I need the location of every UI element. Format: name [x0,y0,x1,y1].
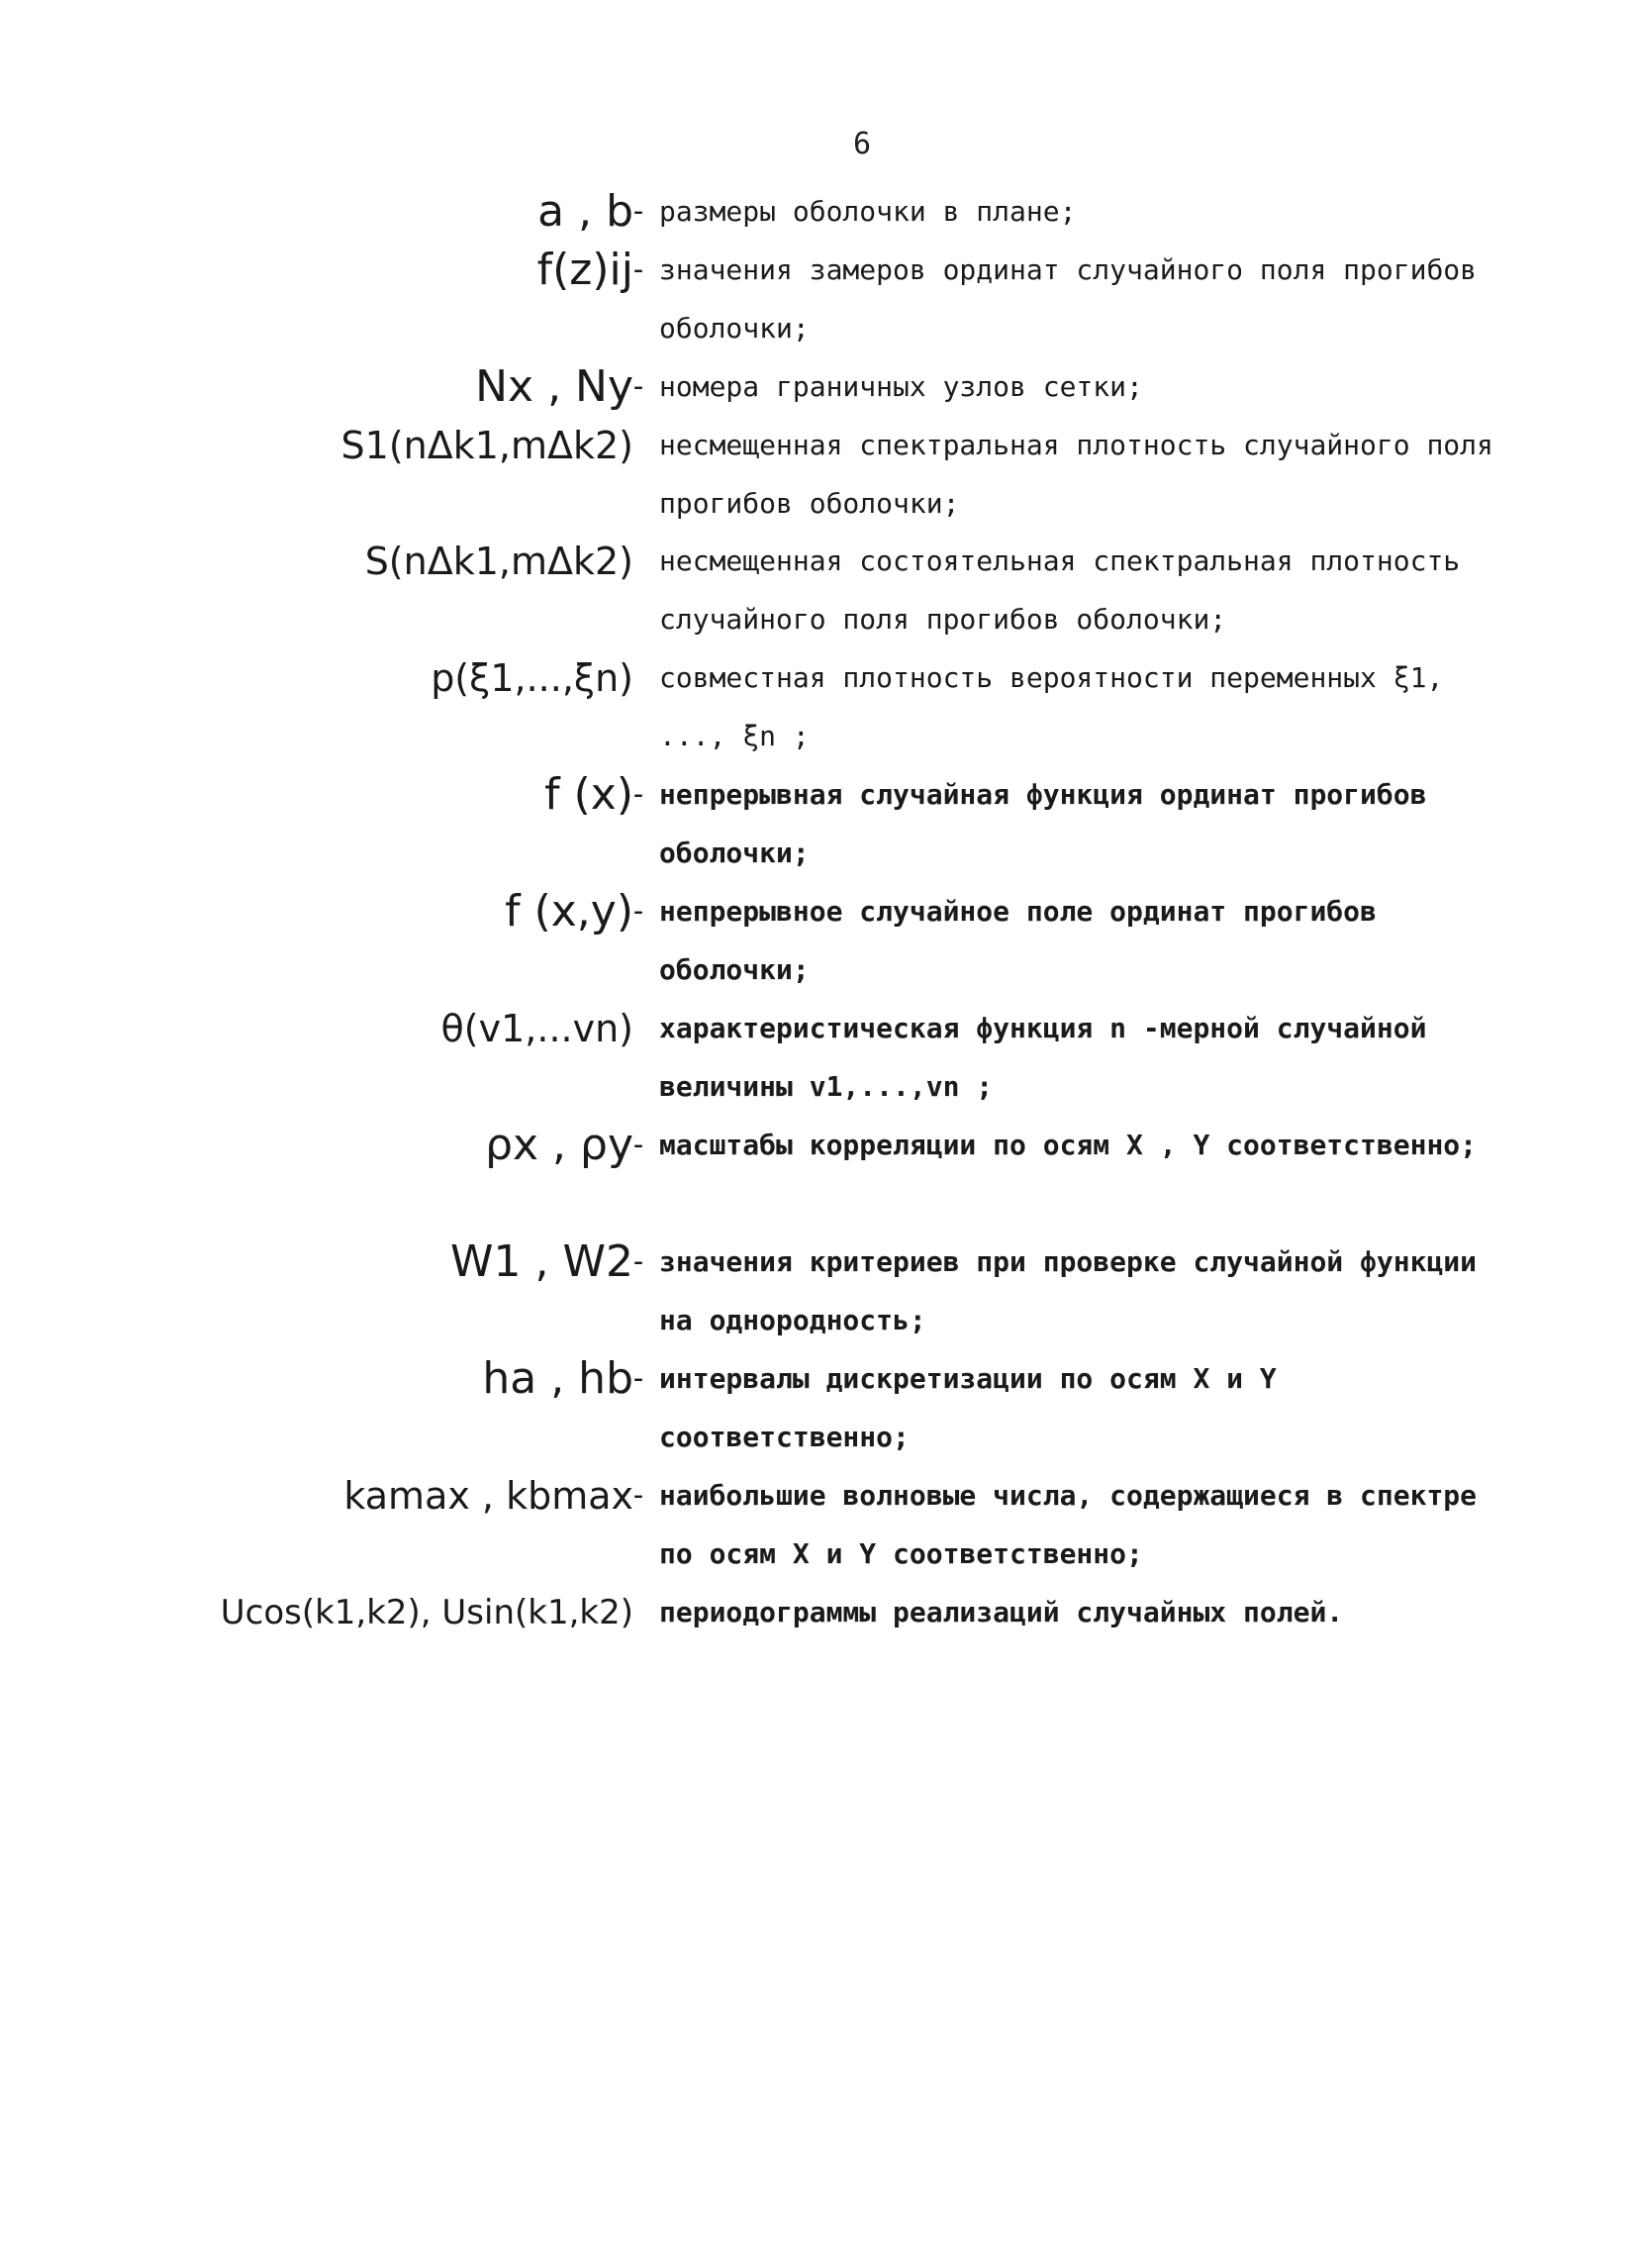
dash: - [629,1361,648,1396]
symbol-nx-ny: Nx , Ny [475,361,633,412]
dash: - [629,369,648,404]
dash: - [629,894,648,929]
symbol-fxy: f (x,y) [505,886,633,937]
symbol-h: ha , hb [482,1353,633,1404]
symbol-rho: ρx , ρy [485,1120,633,1170]
symbol-w: W1 , W2 [450,1236,633,1287]
definition-text: масштабы корреляции по осям X , Y соответственно; [659,1129,1478,1161]
definition-text: интервалы дискретизации по осям X и Y соответственно; [659,1362,1277,1453]
dash: - [629,1478,648,1513]
symbol-s: S(nΔk1,mΔk2) [364,540,633,583]
symbol-u: Ucos(k1,k2), Usin(k1,k2) [220,1593,633,1632]
symbol-p: p(ξ1,...,ξn) [431,656,633,700]
dash: - [629,194,648,229]
definition-text: непрерывное случайное поле ординат прогибов оболочки; [659,895,1377,986]
definition-text: номера граничных узлов сетки; [659,370,1143,403]
definition-text: совместная плотность вероятности переменных ξ1, ..., ξn ; [659,661,1444,752]
symbol-theta: θ(v1,...vn) [440,1007,633,1050]
definition-text: значения замеров ординат случайного поля прогибов оболочки; [659,253,1478,345]
definition-text: несмещенная состоятельная спектральная плотность случайного поля прогибов оболочки; [659,544,1461,636]
page-number: 6 [853,127,872,161]
definition-text: значения критериев при проверке случайной функции на однородность; [659,1245,1478,1336]
dash: - [629,252,648,287]
symbol-a-b: a , b [537,186,633,237]
dash: - [629,1128,648,1162]
definition-text: характеристическая функция n -мерной случайной величины v1,...,vn ; [659,1012,1427,1103]
definition-text: периодограммы реализаций случайных полей. [659,1596,1344,1628]
definition-text: размеры оболочки в плане; [659,195,1077,228]
dash: - [629,1244,648,1279]
definition-text: непрерывная случайная функция ординат прогибов оболочки; [659,778,1427,869]
symbol-kmax: kamax , kbmax [343,1474,633,1518]
symbol-f-ij: f(z)ij [536,245,633,295]
symbol-fx: f (x) [544,769,633,820]
definition-text: наибольшие волновые числа, содержащиеся в спектре по осям X и Y соответственно; [659,1479,1478,1570]
definition-text: несмещенная спектральная плотность случайного поля прогибов оболочки; [659,429,1493,520]
symbol-s1: S1(nΔk1,mΔk2) [340,424,633,467]
dash: - [629,777,648,812]
